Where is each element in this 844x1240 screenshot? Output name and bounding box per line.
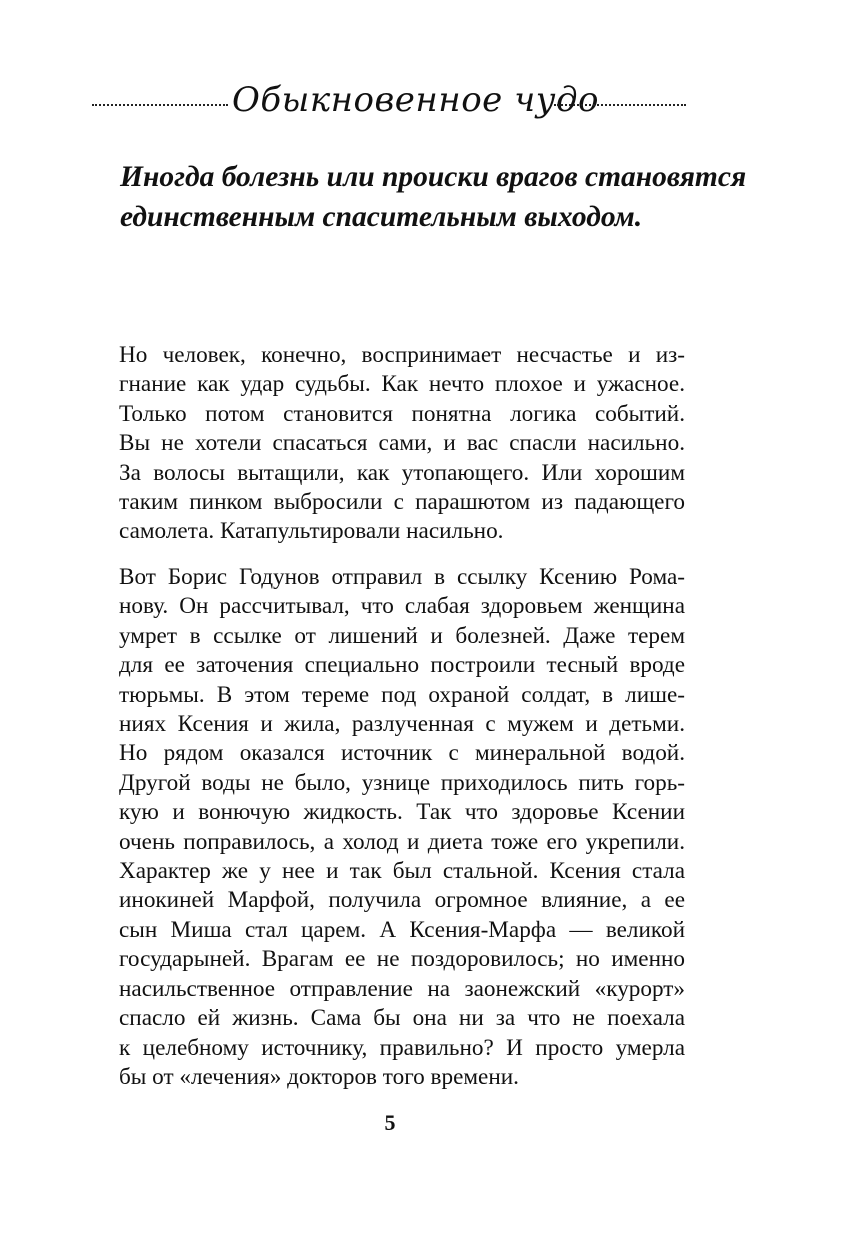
body-paragraph-1 — [119, 341, 685, 547]
text-line: к целебному источнику, правильно? И просто умерла — [119, 1034, 685, 1061]
text-line: самолета. Катапультировали насильно. — [119, 518, 504, 545]
chapter-header — [92, 76, 686, 132]
text-line: инокиней Марфой, получила огромное влияние, а ее — [119, 887, 685, 914]
text-line: Другой воды не было, узнице приходилось пить горь- — [119, 769, 685, 796]
text-line: спасло ей жизнь. Сама бы она ни за что не поехала — [119, 1005, 685, 1032]
text-line: Но человек, конечно, воспринимает несчастье и из- — [119, 342, 685, 368]
text-line: Вот Борис Годунов отправил в ссылку Ксению Рома- — [119, 564, 685, 590]
body-paragraph-2 — [119, 563, 685, 1092]
text-line: кую и вонючую жидкость. Так что здоровье Ксении — [119, 799, 685, 826]
text-line: очень поправилось, а холод и диета тоже его укрепили. — [119, 828, 685, 855]
text-line: нову. Он рассчитывал, что слабая здоровьем женщина — [119, 593, 685, 620]
epigraph — [120, 157, 747, 237]
text-line: бы от «лечения» докторов того времени. — [119, 1063, 519, 1090]
running-title: Обыкновенное чудо — [232, 80, 599, 120]
text-line: таким пинком выбросили с парашютом из падающего — [119, 489, 685, 516]
epigraph-line: единственным спасительным выходом. — [120, 201, 643, 233]
text-line: государыней. Врагам ее не поздоровилось; но именно — [119, 946, 685, 973]
text-line: Характер же у нее и так был стальной. Ксения стала — [119, 858, 685, 885]
text-line: Но рядом оказался источник с минеральной водой. — [119, 740, 685, 767]
text-line: сын Миша стал царем. А Ксения-Марфа — великой — [119, 916, 685, 943]
text-line: гнание как удар судьбы. Как нечто плохое и ужасное. — [119, 371, 685, 398]
text-line: Только потом становится понятна логика событий. — [119, 400, 685, 427]
epigraph-line: Иногда болезнь или происки врагов становятся — [120, 161, 747, 193]
text-line: За волосы вытащили, как утопающего. Или хорошим — [119, 459, 685, 486]
dotted-rule-left — [92, 104, 228, 106]
text-line: умрет в ссылке от лишений и болезней. Даже терем — [119, 622, 685, 649]
page-number: 5 — [384, 1110, 396, 1135]
text-line: тюрьмы. В этом тереме под охраной солдат, в лише- — [119, 681, 685, 708]
text-line: ниях Ксения и жила, разлученная с мужем и детьми. — [119, 711, 685, 738]
text-line: Вы не хотели спасаться сами, и вас спасли насильно. — [119, 430, 685, 457]
dotted-rule-right — [554, 104, 686, 106]
text-line: насильственное отправление на заонежский «курорт» — [119, 975, 685, 1002]
text-line: для ее заточения специально построили тесный вроде — [119, 652, 685, 679]
